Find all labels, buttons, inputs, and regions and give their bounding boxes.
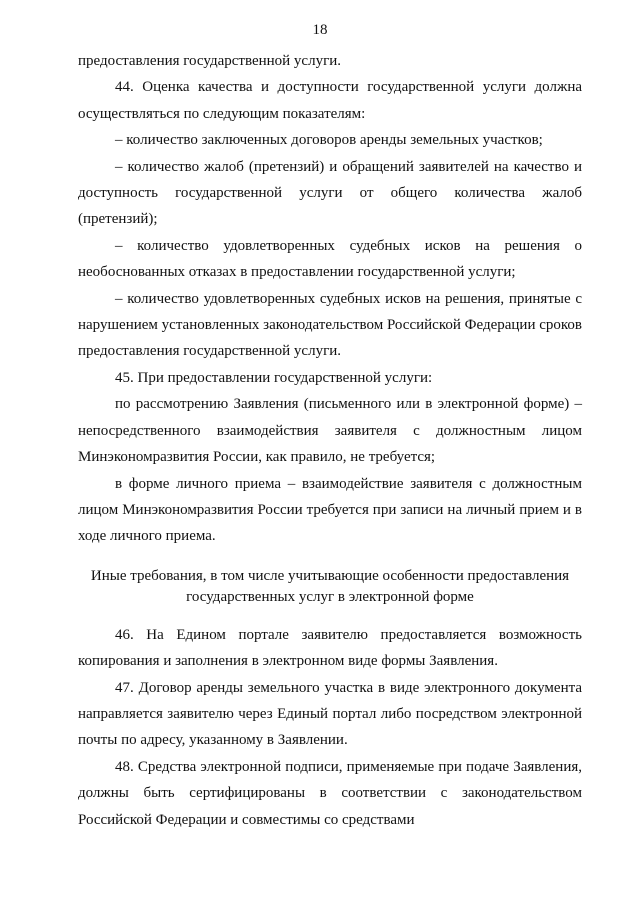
paragraph-45-application: по рассмотрению Заявления (письменного или в электронной форме) – непосредственного взаимодействия заявителя с должностным лицом Минэкономразвития России, как правило, не требуется; [78, 396, 582, 466]
list-item-contracts: – количество заключенных договоров аренды земельных участков; [115, 132, 543, 149]
paragraph-46: 46. На Едином портале заявителю предоставляется возможность копирования и заполнения в электронном виде формы Заявления. [78, 626, 582, 670]
list-item-complaints: – количество жалоб (претензий) и обращений заявителей на качество и доступность государственной услуги от общего количества жалоб (претензий); [78, 158, 582, 228]
section-heading [78, 566, 582, 608]
section-heading-line-2: государственных услуг в электронной форме [186, 588, 474, 605]
list-item-lawsuits-deadlines: – количество удовлетворенных судебных исков на решения, принятые с нарушением установленных законодательством Российской Федерации сроков предоставления государственной услуги. [78, 290, 582, 360]
paragraph-continuation: предоставления государственной услуги. [78, 53, 342, 69]
list-item-lawsuits-refusals: – количество удовлетворенных судебных исков на решения о необоснованных отказах в предоставлении государственной услуги; [78, 237, 582, 281]
paragraph-44: 44. Оценка качества и доступности государственной услуги должна осуществляться по следующим показателям: [78, 79, 582, 122]
paragraph-48: 48. Средства электронной подписи, применяемые при подаче Заявления, должны быть сертифицированы в соответствии с законодательством Российской Федерации и совместимы со средствами [78, 758, 582, 828]
paragraph-45-personal: в форме личного приема – взаимодействие заявителя с должностным лицом Минэкономразвития России требуется при записи на личный прием и в ходе личного приема. [78, 475, 582, 545]
page-number: 18 [312, 22, 328, 38]
paragraph-45: 45. При предоставлении государственной услуги: [115, 369, 433, 386]
document-body [78, 48, 582, 833]
paragraph-47: 47. Договор аренды земельного участка в виде электронного документа направляется заявителю через Единый портал либо посредством электронной почты по адресу, указанному в Заявлении. [78, 679, 582, 749]
section-heading-line-1: Иные требования, в том числе учитывающие особенности предоставления [90, 567, 570, 584]
